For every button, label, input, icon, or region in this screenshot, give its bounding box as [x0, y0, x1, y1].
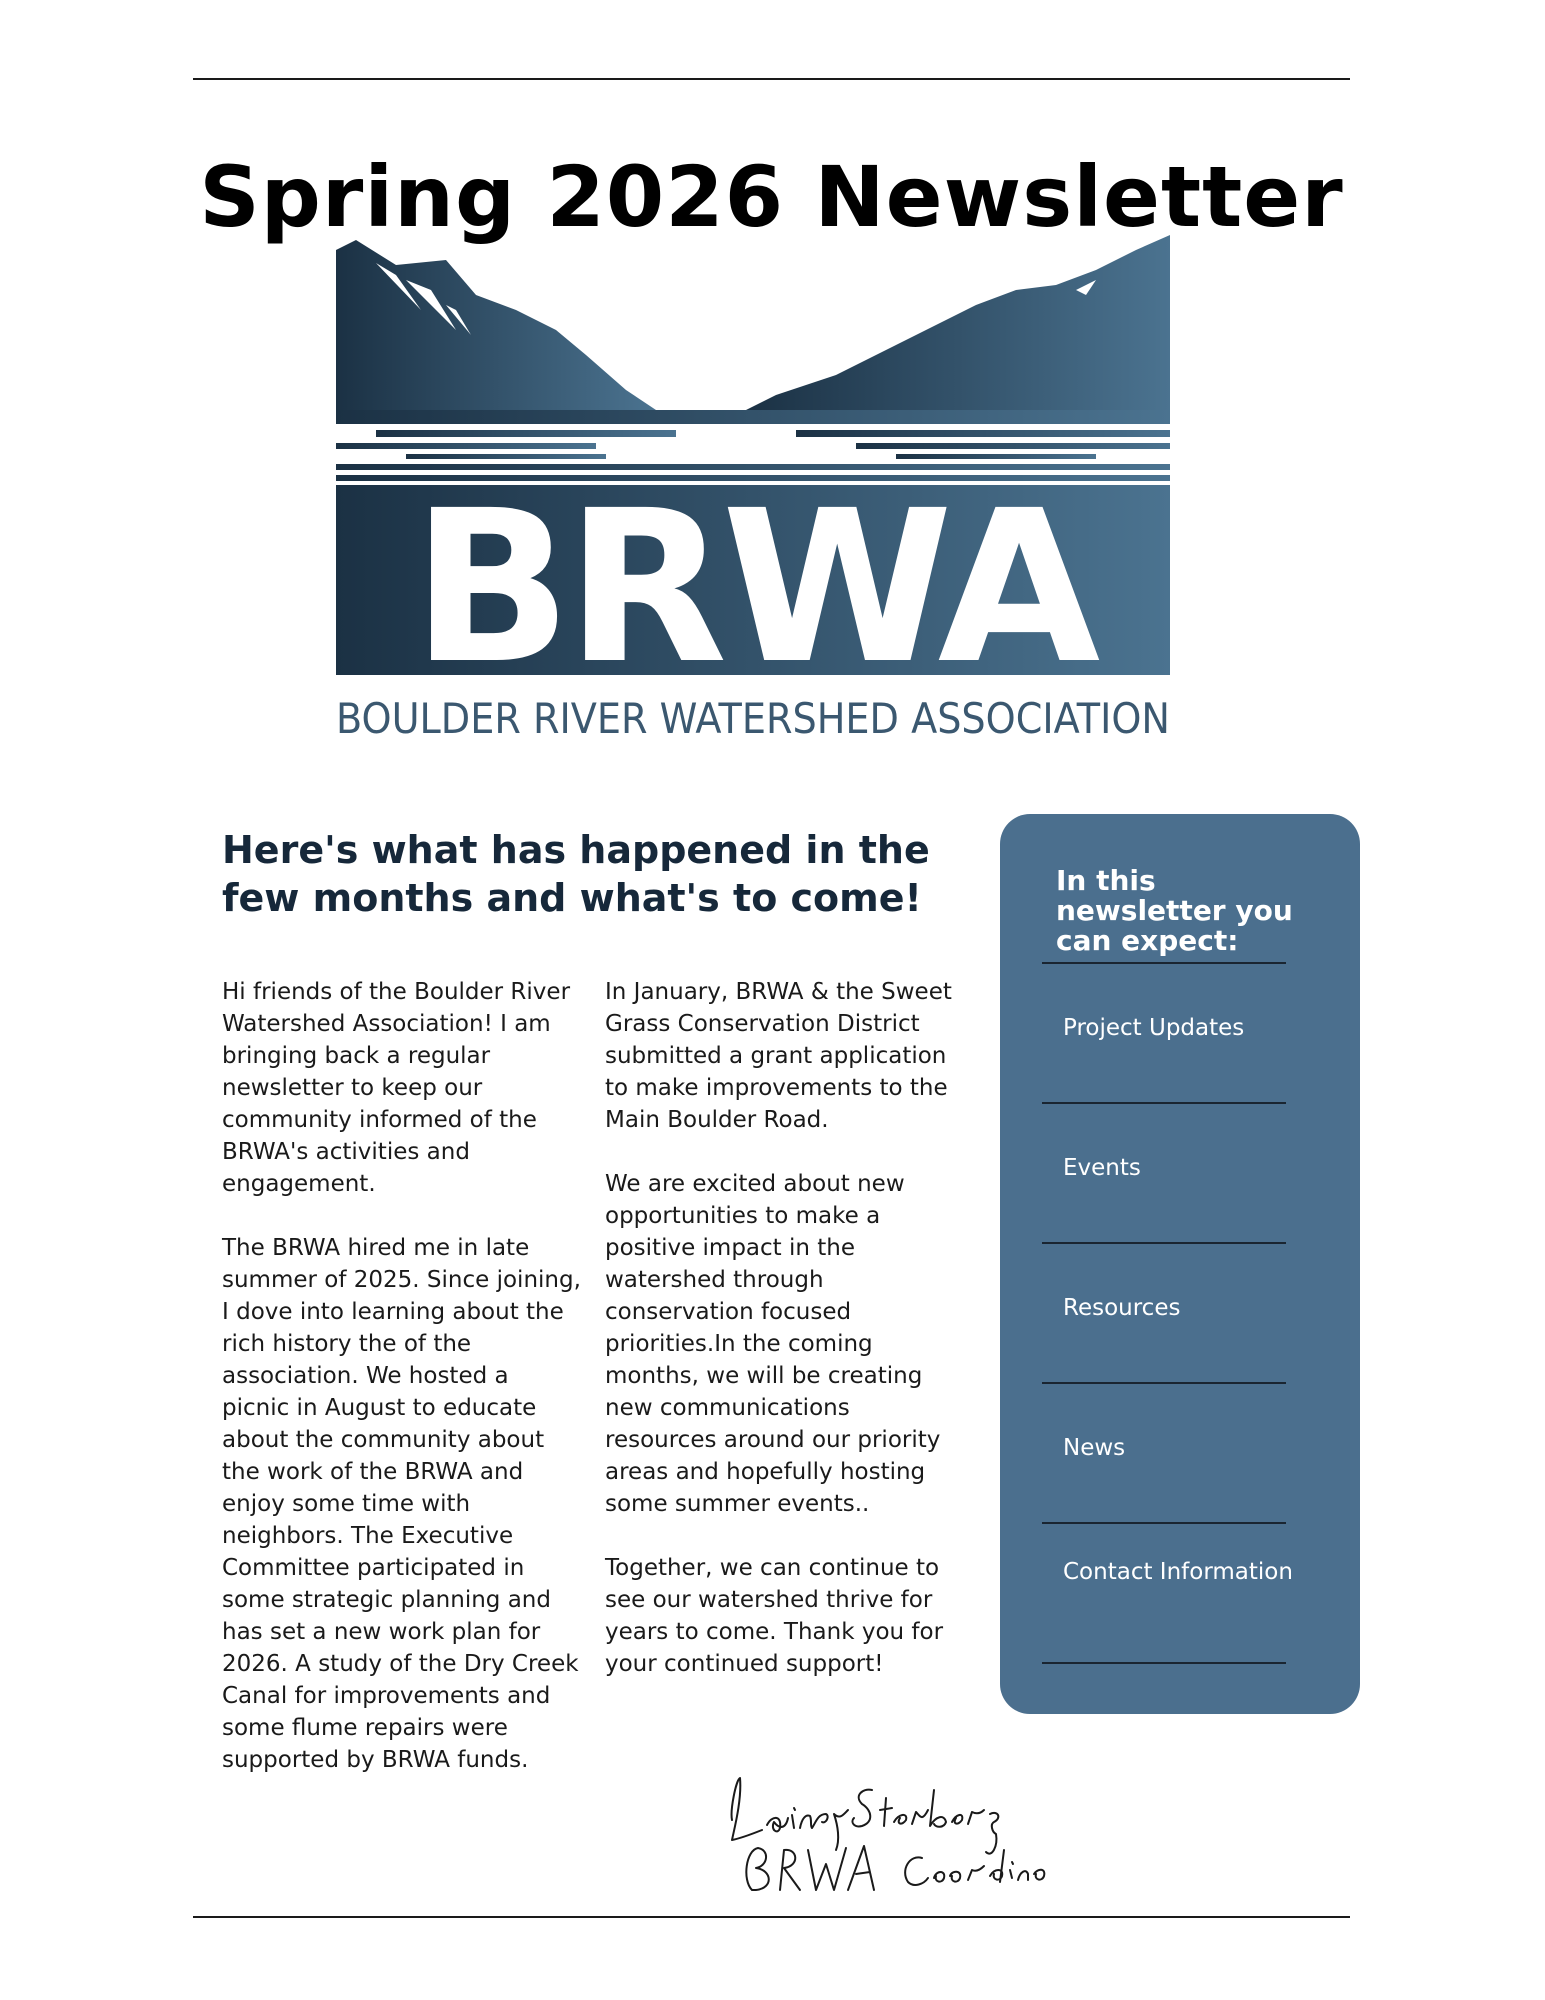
brwa-logo [336, 235, 1170, 745]
article-headline: Here's what has happened in the few months and what's to come! [222, 828, 930, 920]
handwritten-signature [722, 1770, 1052, 1900]
column2-paragraph: Together, we can continue to see our watershed thrive for years to come. Thank you for your continued support! [605, 1555, 944, 1677]
newsletter-title: Spring 2026 Newsletter [199, 148, 1344, 247]
column1-paragraph: The BRWA hired me in late summer of 2025. Since joining, I dove into learning about the rich history the of the association. We hosted a picnic in August to educate about the community about the work of the BRWA and enjoy some time with neighbors. The Executive Committee participated in some strategic planning and has set a new work plan for 2026. A study of the Dry Creek Canal for improvements and some flume repairs were supported by BRWA funds. [222, 1235, 581, 1773]
contents-divider [1042, 962, 1286, 964]
column2-paragraph: In January, BRWA & the Sweet Grass Conservation District submitted a grant application to make improvements to the Main Boulder Road. [605, 979, 952, 1133]
contents-item-project-updates: Project Updates [1063, 1015, 1245, 1041]
article-column-1 [222, 976, 582, 1808]
left-mountain-shape [336, 240, 656, 410]
contents-divider [1042, 1242, 1286, 1244]
contents-divider [1042, 1522, 1286, 1524]
contents-item-contact-information: Contact Information [1063, 1559, 1293, 1585]
bottom-rule [193, 1916, 1350, 1918]
contents-item-news: News [1063, 1435, 1126, 1461]
article-column-2 [605, 976, 965, 1712]
logo-tagline: BOULDER RIVER WATERSHED ASSOCIATION [336, 694, 1170, 743]
contents-divider [1042, 1102, 1286, 1104]
contents-divider [1042, 1382, 1286, 1384]
brwa-wordmark: BRWA [411, 465, 1095, 710]
right-mountain-shape [746, 235, 1170, 410]
contents-item-resources: Resources [1063, 1295, 1181, 1321]
newsletter-contents-panel [1000, 814, 1360, 1714]
contents-item-events: Events [1063, 1155, 1141, 1181]
column2-paragraph: We are excited about new opportunities to make a positive impact in the watershed through conservation focused priorities.In the coming months, we will be creating new communications resources around our priority areas and hopefully hosting some summer events.. [605, 1171, 941, 1517]
column1-paragraph: Hi friends of the Boulder River Watershed Association! I am bringing back a regular newsletter to keep our community informed of the BRWA's activities and engagement. [222, 979, 571, 1197]
contents-divider [1042, 1662, 1286, 1664]
contents-title: In this newsletter you can expect: [1056, 864, 1293, 957]
top-rule [193, 78, 1350, 80]
